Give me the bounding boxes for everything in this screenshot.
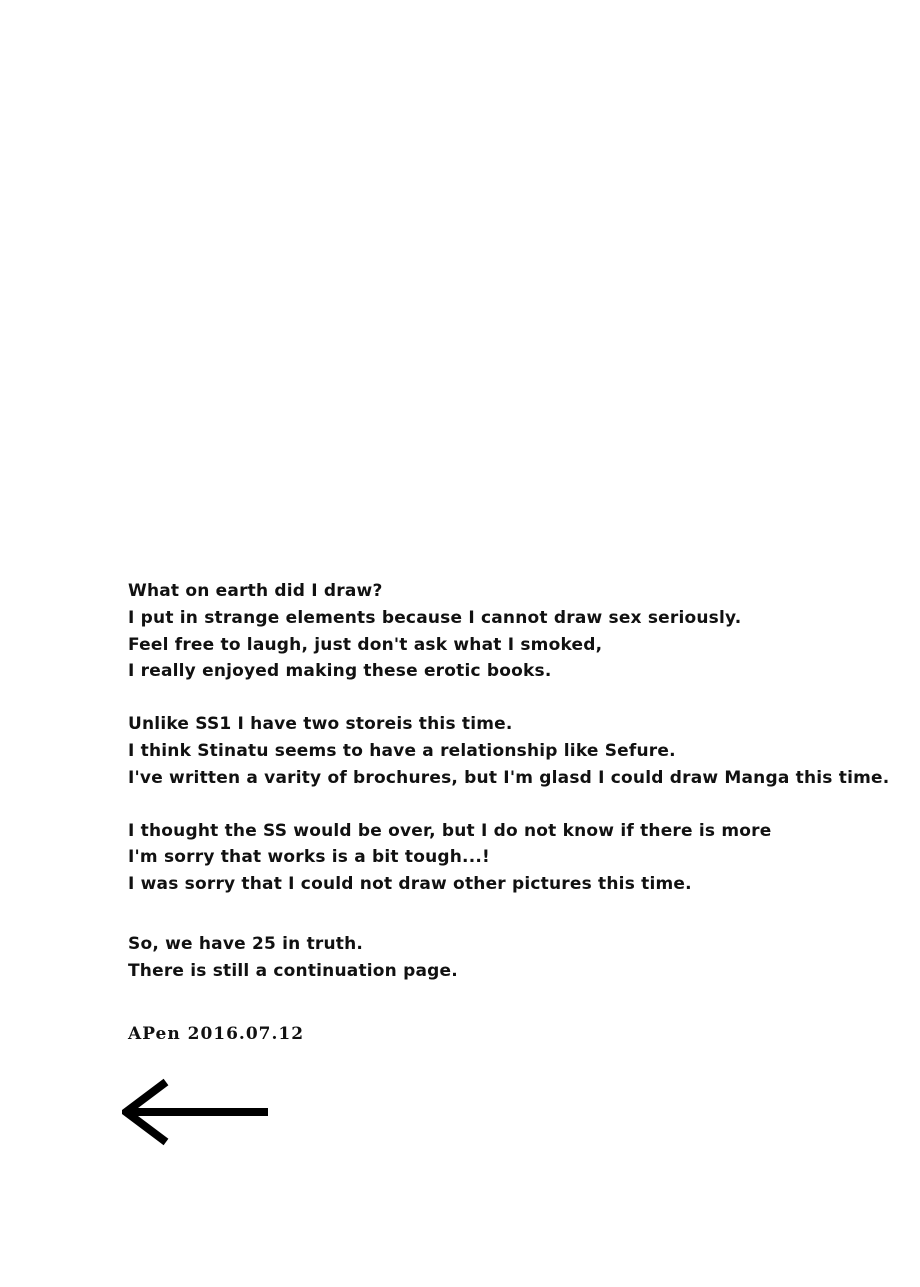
paragraph-spacer: [128, 985, 888, 1021]
afterword-note: [128, 578, 888, 1047]
text-line: Unlike SS1 I have two storeis this time.: [128, 714, 513, 735]
text-line: I thought the SS would be over, but I do not know if there is more: [128, 820, 772, 841]
text-line: So, we have 25 in truth.: [128, 933, 364, 954]
paragraph-spacer: [128, 792, 888, 818]
text-line: What on earth did I draw?: [128, 581, 383, 601]
text-line: I'm sorry that works is a bit tough...!: [128, 847, 490, 868]
paragraph-4: [128, 931, 888, 985]
paragraph-2: [128, 711, 888, 791]
text-line: I've written a varity of brochures, but I'm glasd I could draw Manga this time.: [128, 767, 890, 788]
text-line: There is still a continuation page.: [128, 960, 458, 981]
paragraph-3: [128, 818, 888, 898]
paragraph-1: [128, 578, 888, 685]
paragraph-spacer: [128, 898, 888, 931]
text-line: Feel free to laugh, just don't ask what I smoked,: [128, 634, 603, 655]
text-line: I really enjoyed making these erotic books.: [128, 661, 552, 682]
paragraph-spacer: [128, 685, 888, 711]
left-arrow-icon: [122, 1078, 272, 1146]
text-line: I was sorry that I could not draw other pictures this time.: [128, 874, 692, 895]
text-line: I think Stinatu seems to have a relationship like Sefure.: [128, 740, 676, 761]
text-line: I put in strange elements because I cannot draw sex seriously.: [128, 607, 742, 628]
signature-date: APen 2016.07.12: [128, 1023, 305, 1044]
